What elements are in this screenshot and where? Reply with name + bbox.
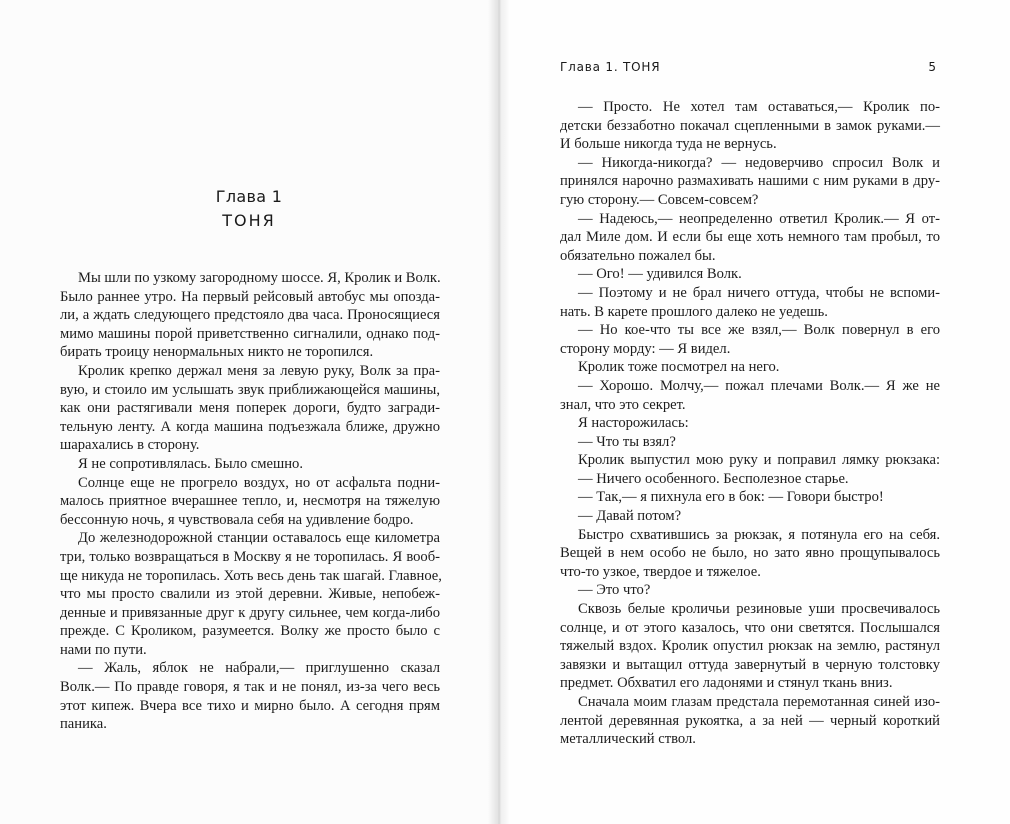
text-line: Кролик тоже посмотрел на него. (578, 359, 780, 376)
text-line: дал Миле дом. И если бы еще хоть немного там пробыл, то (560, 229, 940, 246)
text-line: Солнце еще не прогрело воздух, но от асфальта подни- (78, 474, 440, 491)
left-page-body-text (60, 269, 440, 734)
text-line: детски беззаботно покачал сцепленными в замок руками.— (560, 117, 940, 134)
text-line: три, только возвращаться в Москву я не торопилась. Я вооб- (60, 548, 440, 565)
text-line: Волк.— По правде говоря, я так и не понял, из-за чего весь (60, 679, 440, 696)
text-line: металлический ствол. (560, 731, 696, 748)
text-line: как они растягивали меня поперек дороги, будто загради- (60, 400, 440, 417)
right-page (498, 0, 1010, 824)
text-line: — Надеюсь,— неопределенно ответил Кролик.— Я от- (578, 210, 940, 227)
text-line: знал, что это секрет. (560, 396, 686, 413)
text-line: денные и привязанные друг к другу сильнее, чем когда-либо (60, 604, 440, 621)
text-line: сторону морду: — Я видел. (560, 340, 731, 357)
text-line: ще никуда не торопилась. Хоть весь день так шагай. Главное, (60, 567, 442, 584)
right-page-body-text (560, 98, 940, 749)
text-line: бирать троицу ненормальных никто не торопился. (60, 344, 374, 361)
text-line: — Так,— я пихнула его в бок: — Говори быстро! (578, 489, 884, 506)
text-line: этот кипеж. Вчера все тихо и мирно было. А сегодня прям (60, 697, 440, 714)
text-line: солнце, и от этого казалось, что они светятся. Послышался (560, 619, 940, 636)
text-line: Быстро схватившись за рюкзак, я потянула его на себя. (578, 526, 940, 543)
text-line: — Жаль, яблок не набрали,— приглушенно сказал (78, 660, 440, 677)
text-line: Я не сопротивлялась. Было смешно. (78, 455, 303, 472)
text-line: Было раннее утро. На первый рейсовый автобус мы опозда- (60, 288, 440, 305)
text-line: Сквозь белые кроличьи резиновые уши просвечивалось (578, 601, 940, 618)
text-line: принялся нарочно размахивать нашими с ним руками в дру- (560, 173, 940, 190)
text-line: И больше никогда туда не вернусь. (560, 136, 777, 153)
left-page (0, 0, 498, 824)
text-line: — Что ты взял? (578, 433, 676, 450)
text-line: Я насторожилась: (578, 415, 689, 432)
text-line: — Но кое-что ты все же взял,— Волк повернул в его (578, 322, 940, 339)
text-line: шарахались в сторону. (60, 437, 200, 454)
text-line: — Это что? (578, 582, 651, 599)
chapter-heading (0, 185, 498, 233)
text-line: предмет. Обхватил его ладонями и стянул ткань вниз. (560, 675, 893, 692)
text-line: нать. В карете прошлого далеко не уедешь. (560, 303, 828, 320)
text-line: — Просто. Не хотел там оставаться,— Кролик по- (578, 99, 940, 115)
text-line: что мы просто свалили из этой деревни. Живые, непобеж- (60, 586, 440, 603)
text-line: — Давай потом? (578, 508, 682, 525)
text-line: — Поэтому и не брал ничего оттуда, чтобы не вспоми- (578, 284, 940, 301)
chapter-label: Глава 1 (215, 187, 283, 206)
text-line: гую сторону.— Совсем-совсем? (560, 191, 759, 208)
text-line: До железнодорожной станции оставалось еще километра (78, 530, 440, 547)
text-line: ли, а ждать следующего предстояло два часа. Проносящиеся (60, 307, 440, 324)
text-line: что-то узкое, твердое и тяжелое. (560, 563, 761, 580)
text-line: бессонную ночь, я чувствовала себя на удивление бодро. (60, 511, 414, 528)
text-line: тельную ленту. А когда машина подъезжала ближе, дружно (60, 418, 440, 435)
text-line: паника. (60, 716, 107, 733)
text-line: вую, и стоило им услышать звук приближающейся машины, (60, 381, 440, 398)
text-line: Кролик крепко держал меня за левую руку, Волк за пра- (78, 362, 440, 379)
running-head (560, 59, 936, 75)
text-line: — Ничего особенного. Бесполезное старье. (578, 470, 849, 487)
text-line: — Хорошо. Молчу,— пожал плечами Волк.— Я же не (578, 377, 940, 394)
text-line: обязательно пожалел бы. (560, 247, 716, 264)
text-line: прежде. С Кроликом, разумеется. Волку же просто было с (60, 623, 440, 640)
text-line: — Ого! — удивился Волк. (578, 266, 742, 283)
text-line: — Никогда-никогда? — недоверчиво спросил Волк и (578, 154, 940, 171)
text-line: Вещей в нем особо не было, но зато явно прощупывалось (560, 545, 940, 562)
text-line: малось приятное вчерашнее тепло, и, несмотря на тяжелую (60, 493, 440, 510)
page-number: 5 (928, 60, 936, 74)
text-line: нами по пути. (60, 641, 147, 658)
text-line: Сначала моим глазам предстала перемотанная синей изо- (578, 694, 940, 710)
text-line: мимо машины порой приветственно сигналили, однако под- (60, 325, 440, 342)
chapter-title: ТОНЯ (222, 211, 276, 230)
running-head-chapter: Глава 1. ТОНЯ (560, 60, 661, 74)
text-line: Кролик выпустил мою руку и поправил лямку рюкзака: (578, 452, 940, 469)
gutter-shadow (488, 0, 510, 824)
text-line: лентой деревянная рукоятка, а за ней — черный короткий (560, 712, 940, 729)
text-line: тяжелый вздох. Кролик опустил рюкзак на землю, растянул (560, 638, 940, 655)
text-line: Мы шли по узкому загородному шоссе. Я, Кролик и Волк. (78, 270, 441, 286)
text-line: завязки и вытащил оттуда завернутый в черную толстовку (560, 656, 940, 673)
